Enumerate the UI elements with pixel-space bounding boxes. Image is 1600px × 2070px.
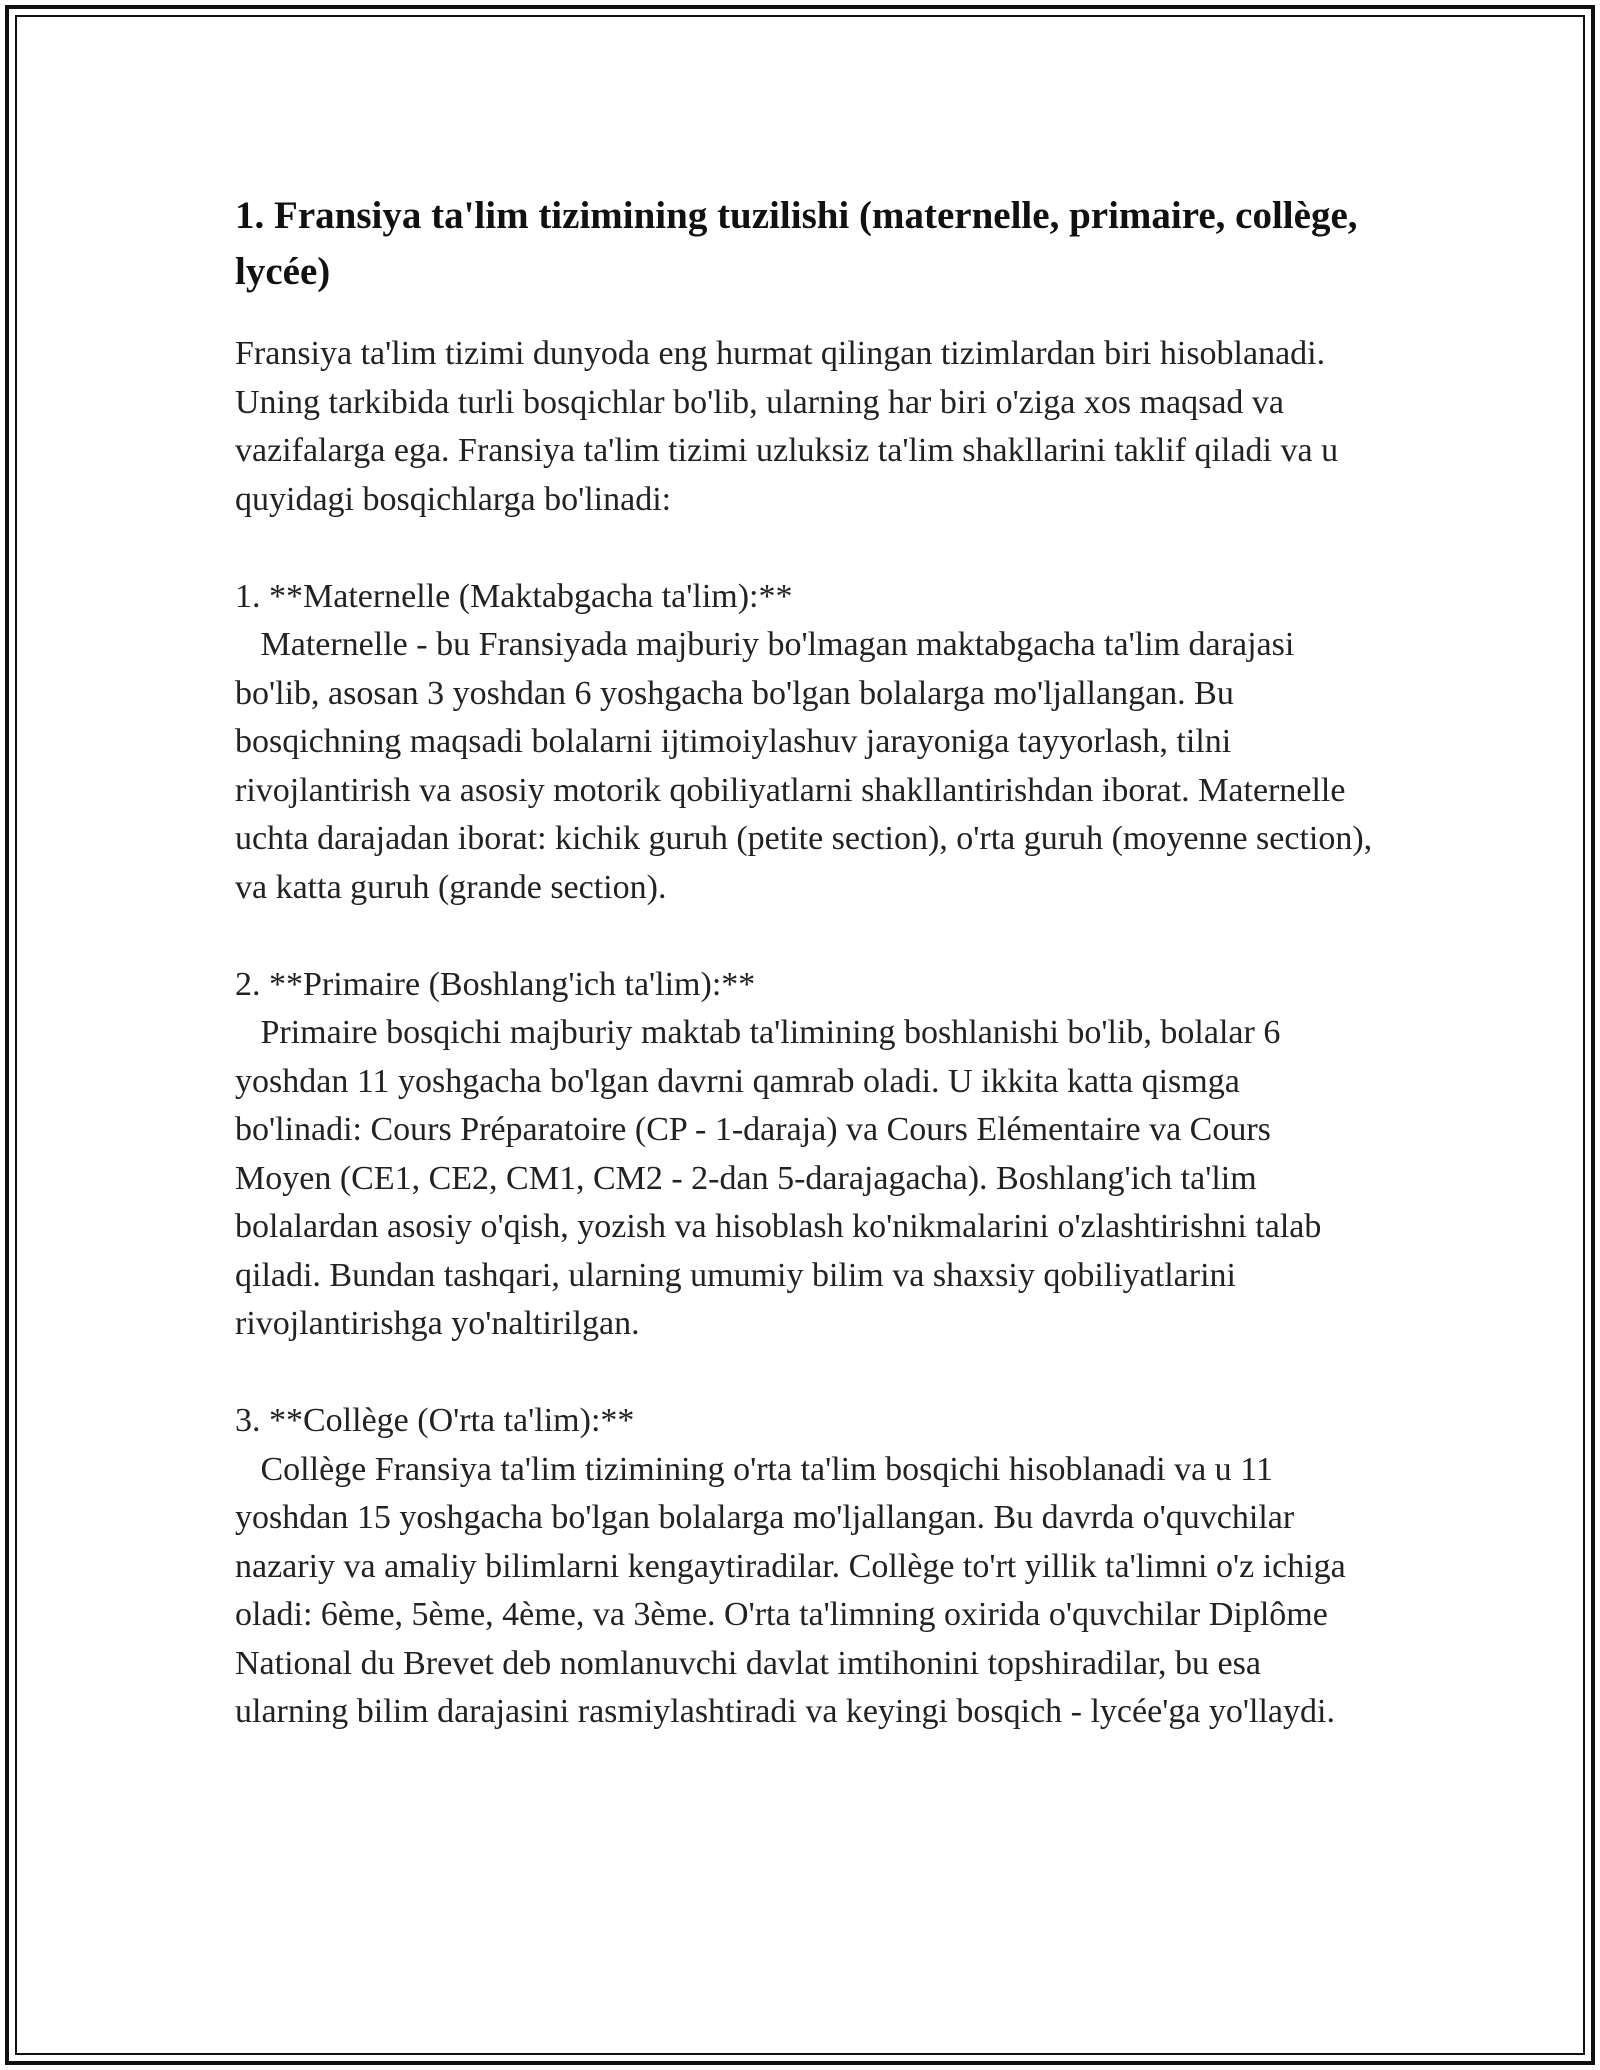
intro-paragraph: Fransiya ta'lim tizimi dunyoda eng hurmat qilingan tizimlardan biri hisoblanadi. Uning tarkibida turli bosqichlar bo'lib, ularning har biri o'ziga xos maqsad va vazifalarga ega. Fransiya ta'lim tizimi uzluksiz ta'lim shakllarini taklif qiladi va u quyidagi bosqichlarga bo'linadi: (235, 335, 1347, 518)
section-body: Maternelle - bu Fransiyada majburiy bo'lmagan maktabgacha ta'lim darajasi bo'lib, asosan 3 yoshdan 6 yoshgacha bo'lgan bolalarga mo'ljallangan. Bu bosqichning maqsadi bolalarni ijtimoiylashuv jarayoniga tayyorlash, tilni rivojlantirish va asosiy motorik qobiliyatlarni shakllantirishdan iborat. Maternelle uchta darajadan iborat: kichik guruh (petite section), o'rta guruh (moyenne section), va katta guruh (grande section). (235, 626, 1381, 906)
paragraph-spacer (235, 912, 1375, 961)
paragraph-spacer (235, 524, 1375, 573)
section-body: Collège Fransiya ta'lim tizimining o'rta ta'lim bosqichi hisoblanadi va u 11 yoshdan 15 yoshgacha bo'lgan bolalarga mo'ljallangan. Bu davrda o'quvchilar nazariy va amaliy bilimlarni kengaytiradilar. Collège to'rt yillik ta'limni o'z ichiga oladi: 6ème, 5ème, 4ème, va 3ème. O'rta ta'limning oxirida o'quvchilar Diplôme National du Brevet deb nomlanuvchi davlat imtihonini topshiradilar, bu esa ularning bilim darajasini rasmiylashtiradi va keyingi bosqich - lycée'ga yo'llaydi. (235, 1450, 1355, 1730)
section-body: Primaire bosqichi majburiy maktab ta'limining boshlanishi bo'lib, bolalar 6 yoshdan 11 yoshgacha bo'lgan davrni qamrab oladi. U ikkita katta qismga bo'linadi: Cours Préparatoire (CP - 1-daraja) va Cours Elémentaire va Cours Moyen (CE1, CE2, CM1, CM2 - 2-dan 5-darajagacha). Boshlang'ich ta'lim bolalardan asosiy o'qish, yozish va hisoblash ko'nikmalarini o'zlashtirishni talab qiladi. Bundan tashqari, ularning umumiy bilim va shaxsiy qobiliyatlarini rivojlantirishga yo'naltirilgan. (235, 1014, 1330, 1342)
section-heading: 2. **Primaire (Boshlang'ich ta'lim):** (235, 965, 756, 1003)
section-heading: 3. **Collège (O'rta ta'lim):** (235, 1402, 635, 1439)
document-title: 1. Fransiya ta'lim tizimining tuzilishi (maternelle, primaire, collège, lycée) (235, 194, 1358, 293)
section-college (235, 1397, 1375, 1737)
section-primaire (235, 961, 1375, 1349)
document-body (235, 188, 1381, 1737)
paragraph-spacer (235, 1349, 1375, 1398)
section-heading: 1. **Maternelle (Maktabgacha ta'lim):** (235, 577, 793, 615)
section-maternelle (235, 573, 1381, 913)
